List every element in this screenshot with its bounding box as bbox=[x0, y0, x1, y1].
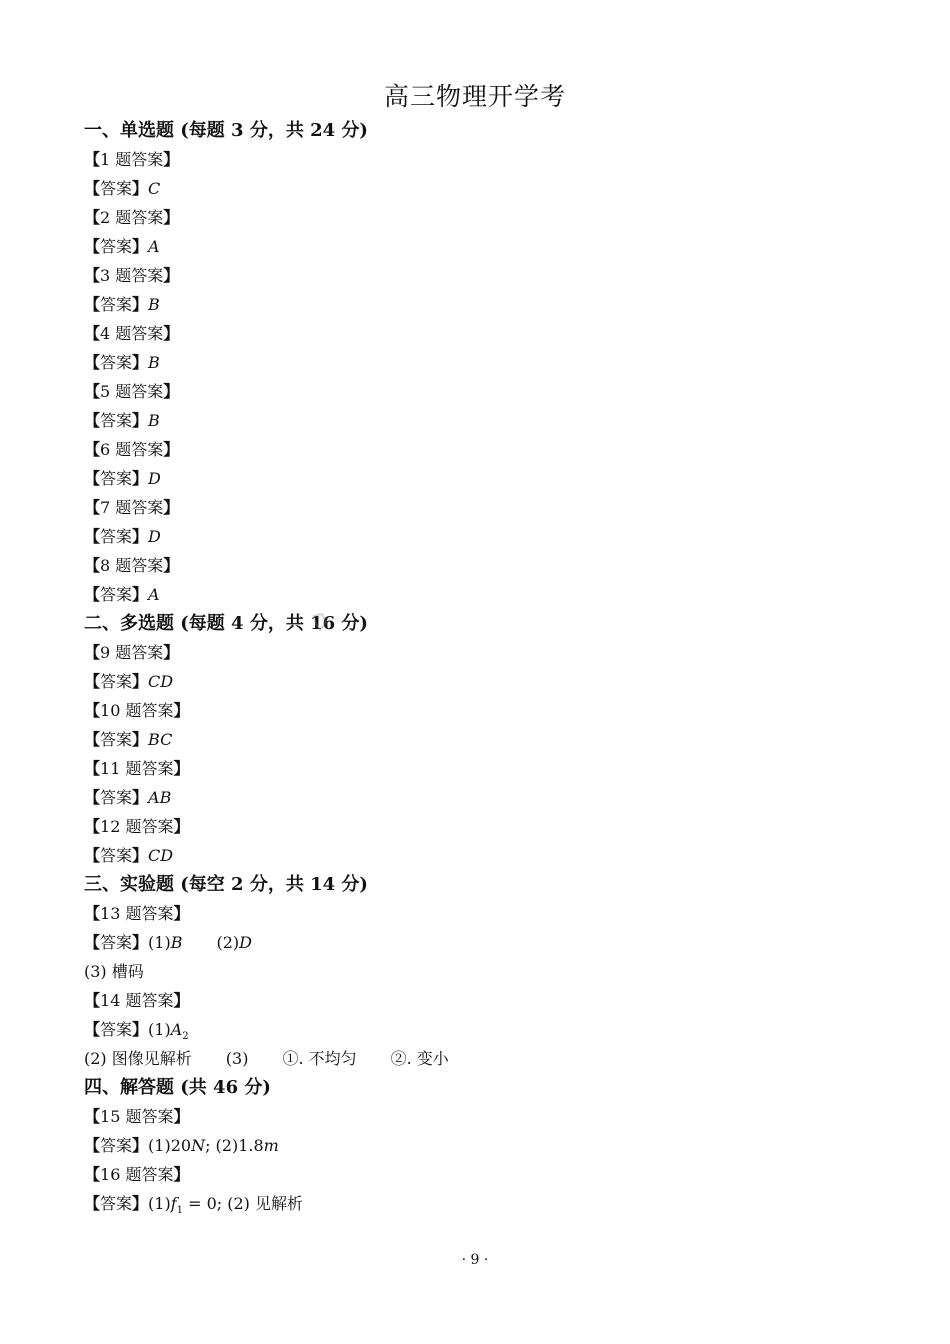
question-14-heading: 【14 题答案】 bbox=[84, 991, 190, 1010]
section-heading-single-choice: 一、单选题 (每题 3 分，共 24 分) bbox=[84, 120, 368, 141]
page-number: · 9 · bbox=[461, 1252, 489, 1268]
question-13-answer: 【答案】(1)B (2)D bbox=[84, 933, 252, 952]
question-answer: 【答案】B bbox=[84, 353, 160, 372]
question-15-answer: 【答案】(1)20N; (2)1.8m bbox=[84, 1136, 279, 1155]
question-answer: 【答案】CD bbox=[84, 846, 174, 865]
question-heading: 【2 题答案】 bbox=[84, 208, 180, 227]
question-14-answer: 【答案】$(1)A_2$ bbox=[84, 1020, 189, 1043]
question-answer: 【答案】A bbox=[84, 237, 160, 256]
question-16-answer: 【答案】$(1)f_1 = 0$; (2) 见解析 bbox=[84, 1194, 304, 1217]
question-13-heading: 【13 题答案】 bbox=[84, 904, 190, 923]
question-answer: 【答案】D bbox=[84, 469, 161, 488]
question-heading: 【1 题答案】 bbox=[84, 150, 180, 169]
scan-smudge-mark bbox=[312, 612, 334, 632]
question-answer: 【答案】C bbox=[84, 179, 161, 198]
section-heading-experiment: 三、实验题 (每空 2 分，共 14 分) bbox=[84, 874, 368, 895]
question-answer: 【答案】CD bbox=[84, 672, 174, 691]
question-heading: 【8 题答案】 bbox=[84, 556, 180, 575]
question-answer: 【答案】B bbox=[84, 411, 160, 430]
question-heading: 【6 题答案】 bbox=[84, 440, 180, 459]
question-heading: 【7 题答案】 bbox=[84, 498, 180, 517]
question-heading: 【3 题答案】 bbox=[84, 266, 180, 285]
answer-list bbox=[84, 116, 884, 1218]
multi-choice-answers bbox=[84, 638, 884, 870]
question-heading: 【12 题答案】 bbox=[84, 817, 190, 836]
question-14-answer-continued: (2) 图像见解析 (3) ①. 不均匀 ②. 变小 bbox=[84, 1049, 449, 1068]
section-heading-multi-choice: 二、多选题 (每题 4 分，共 16 分) bbox=[84, 613, 368, 634]
section-heading-calculation: 四、解答题 (共 46 分) bbox=[84, 1077, 271, 1098]
single-choice-answers bbox=[84, 145, 884, 609]
question-13-answer-part-3: (3) 槽码 bbox=[84, 962, 144, 981]
question-answer: 【答案】A bbox=[84, 585, 160, 604]
question-answer: 【答案】AB bbox=[84, 788, 172, 807]
question-heading: 【5 题答案】 bbox=[84, 382, 180, 401]
question-answer: 【答案】BC bbox=[84, 730, 173, 749]
question-answer: 【答案】B bbox=[84, 295, 160, 314]
question-heading: 【4 题答案】 bbox=[84, 324, 180, 343]
question-heading: 【11 题答案】 bbox=[84, 759, 190, 778]
question-16-heading: 【16 题答案】 bbox=[84, 1165, 190, 1184]
page-title: 高三物理开学考 bbox=[383, 82, 566, 111]
question-heading: 【9 题答案】 bbox=[84, 643, 180, 662]
question-15-heading: 【15 题答案】 bbox=[84, 1107, 190, 1126]
question-answer: 【答案】D bbox=[84, 527, 161, 546]
question-heading: 【10 题答案】 bbox=[84, 701, 190, 720]
